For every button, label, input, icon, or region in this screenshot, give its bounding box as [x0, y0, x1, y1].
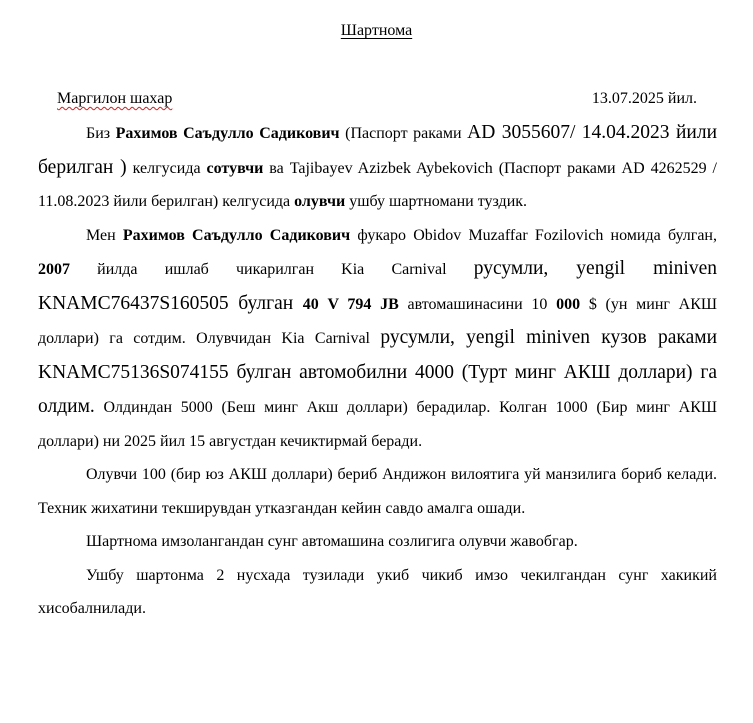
- date-line: [592, 90, 697, 108]
- seller-name: Рахимов Саъдулло Садикович: [115, 125, 340, 142]
- paragraph-inspection: Олувчи 100 (бир юз АКШ доллари) бериб Андижон вилоятига уй манзилига бориб келади. Техник жихатини текширувдан утказгандан кейин савдо амалга ошади.: [38, 466, 717, 517]
- seller-role: сотувчи: [206, 159, 264, 177]
- text: ушбу шартномани туздик.: [345, 193, 528, 210]
- text: $ (ун минг АКШ доллари) га сотдим. Олувчидан Kia Carnival: [38, 295, 718, 347]
- vehicle-year: 2007: [38, 261, 70, 278]
- text: йилда ишлаб чикарилган Kia Carnival: [70, 261, 474, 278]
- text: Олдиндан 5000 (Беш минг Акш доллари) берадилар. Колган 1000 (Бир минг АКШ доллари) ни 2025 йил 15 августдан кечиктирмай беради.: [38, 399, 717, 450]
- exchange-vehicle-description: русумли, yengil miniven кузов раками KNAMC75136S074155 булган автомобилни 4000 (Турт минг АКШ доллари) га олдим.: [38, 327, 717, 417]
- buyer-role: олувчи: [294, 193, 346, 210]
- vehicle-plate: 40 V 794 JB: [302, 295, 399, 313]
- document-title: Шартнома: [340, 22, 413, 39]
- contract-body: [38, 116, 717, 626]
- text: келгусида: [126, 159, 207, 177]
- paragraph-copies: Ушбу шартонма 2 нусхада тузилади укиб чикиб имзо чекилгандан сунг хакикий хисобалнилади.: [38, 566, 717, 617]
- text: Биз: [86, 125, 116, 142]
- city: Маргилон шахар: [57, 90, 173, 107]
- date: 13.07.2025 йил.: [591, 90, 697, 107]
- paragraph-vehicle: [38, 219, 717, 459]
- vehicle-description: русумли, yengil miniven KNAMC76437S160505 булган: [38, 258, 717, 314]
- paragraph-responsibility: Шартнома имзолангандан сунг автомашина созлигига олувчи жавобгар.: [86, 533, 578, 550]
- city-line: [57, 90, 172, 108]
- text: (Паспорт раками: [339, 125, 468, 142]
- price-part: 000: [556, 295, 581, 313]
- paragraph-parties: [38, 116, 717, 219]
- seller-name: Рахимов Саъдулло Садикович: [122, 226, 351, 244]
- text: ва Tajibayev Azizbek Aybekovich (Паспорт раками AD 4262529 / 11.08.2023 йили берилган) келгусида: [38, 159, 717, 210]
- seller-passport: AD 3055607/ 14.04.2023 йили берилган ): [38, 122, 718, 178]
- text: Мен: [86, 226, 123, 244]
- text: фукаро Obidov Muzaffar Fozilovich номида булган,: [350, 226, 717, 244]
- text: автомашинасини 10: [398, 295, 557, 313]
